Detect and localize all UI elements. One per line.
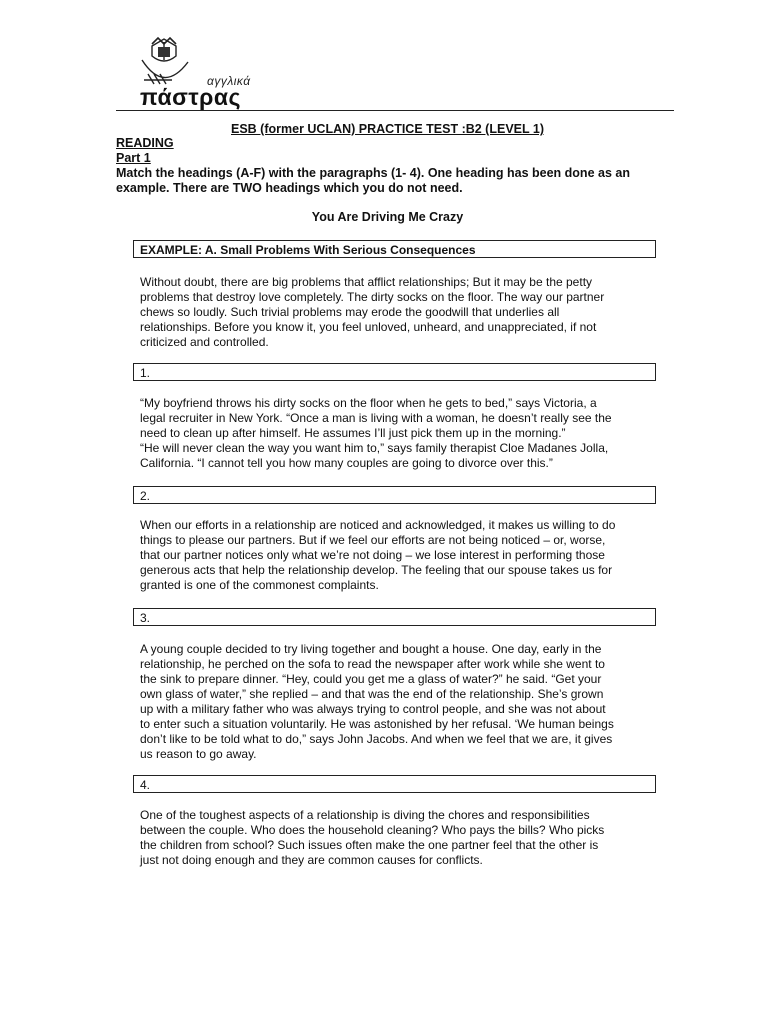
test-title: ESB (former UCLAN) PRACTICE TEST :B2 (LEVEL 1) [231, 122, 544, 136]
paragraph-line: relationships. Before you know it, you feel unloved, unheard, and unappreciated, if not [140, 320, 597, 334]
paragraph-line: generous acts that help the relationship develop. The feeling that our spouse takes us for [140, 563, 613, 577]
paragraph-line: granted is one of the commonest complaints. [140, 578, 379, 592]
part-heading: Part 1 [116, 151, 151, 165]
paragraph-line: own glass of water,” she replied – and that was the end of the relationship. She’s grown [140, 687, 604, 701]
paragraph-line: between the couple. Who does the household cleaning? Who pays the bills? Who picks [140, 823, 605, 837]
section-heading: READING [116, 136, 174, 150]
paragraph-line: to enter such a situation voluntarily. He was astonished by her refusal. ‘We human beings [140, 717, 614, 731]
paragraph-line: that our partner notices only what we’re not doing – we lose interest in performing those [140, 548, 605, 562]
paragraph-line: the children from school? Such issues often make the one partner feel that the other is [140, 838, 599, 852]
paragraph-line: California. “I cannot tell you how many couples are going to divorce over this.” [140, 456, 553, 470]
paragraph-line: chews so loudly. Such trivial problems may erode the goodwill that underlies all [140, 305, 560, 319]
paragraph-line: “He will never clean the way you want him to,” says family therapist Cloe Madanes Jolla, [140, 441, 609, 455]
answer-box-3[interactable]: 3. [133, 608, 656, 626]
answer-box-2[interactable]: 2. [133, 486, 656, 504]
paragraph-2 [140, 518, 660, 593]
paragraph-line: “My boyfriend throws his dirty socks on the floor when he gets to bed,” says Victoria, a [140, 396, 597, 410]
paragraph-line: When our efforts in a relationship are noticed and acknowledged, it makes us willing to do [140, 518, 616, 532]
passage-title: You Are Driving Me Crazy [311, 210, 464, 224]
paragraph-line: the sink to prepare dinner. “Hey, could you get me a glass of water?” he said. “Get your [140, 672, 602, 686]
paragraph-4 [140, 808, 660, 868]
paragraph-line: don’t like to be told what to do,” says John Jacobs. And when we feel that we are, it gives [140, 732, 613, 746]
paragraph-line: need to clean up after himself. He assumes I’ll just pick them up in the morning.” [140, 426, 566, 440]
paragraph-line: One of the toughest aspects of a relationship is diving the chores and responsibilities [140, 808, 590, 822]
paragraph-3 [140, 642, 660, 762]
paragraph-1 [140, 396, 660, 471]
paragraph-line: things to please our partners. But if we feel our efforts are not being noticed – or, worse, [140, 533, 606, 547]
paragraph-line: just not doing enough and they are common causes for conflicts. [140, 853, 483, 867]
logo-tagline: αγγλικά [207, 74, 251, 88]
paragraph-line: legal recruiter in New York. “Once a man is living with a woman, he doesn’t really see the [140, 411, 612, 425]
header-divider [116, 110, 674, 111]
instructions [116, 166, 666, 196]
paragraph-line: problems that destroy love completely. The dirty socks on the floor. The way our partner [140, 290, 605, 304]
answer-box-4[interactable]: 4. [133, 775, 656, 793]
example-heading-box: EXAMPLE: A. Small Problems With Serious Consequences [133, 240, 656, 258]
answer-box-1[interactable]: 1. [133, 363, 656, 381]
paragraph-line: us reason to go away. [140, 747, 257, 761]
logo-wordmark: πάστρας [140, 84, 241, 110]
paragraph-example [140, 275, 660, 350]
paragraph-line: up with a military father who was always trying to control people, and she was not about [140, 702, 606, 716]
instructions-line: Match the headings (A-F) with the paragraphs (1- 4). One heading has been done as an [116, 166, 630, 180]
paragraph-line: criticized and controlled. [140, 335, 269, 349]
paragraph-line: A young couple decided to try living together and bought a house. One day, early in the [140, 642, 602, 656]
instructions-line: example. There are TWO headings which you do not need. [116, 181, 463, 195]
paragraph-line: relationship, he perched on the sofa to read the newspaper after work while she went to [140, 657, 605, 671]
paragraph-line: Without doubt, there are big problems that afflict relationships; But it may be the petty [140, 275, 593, 289]
